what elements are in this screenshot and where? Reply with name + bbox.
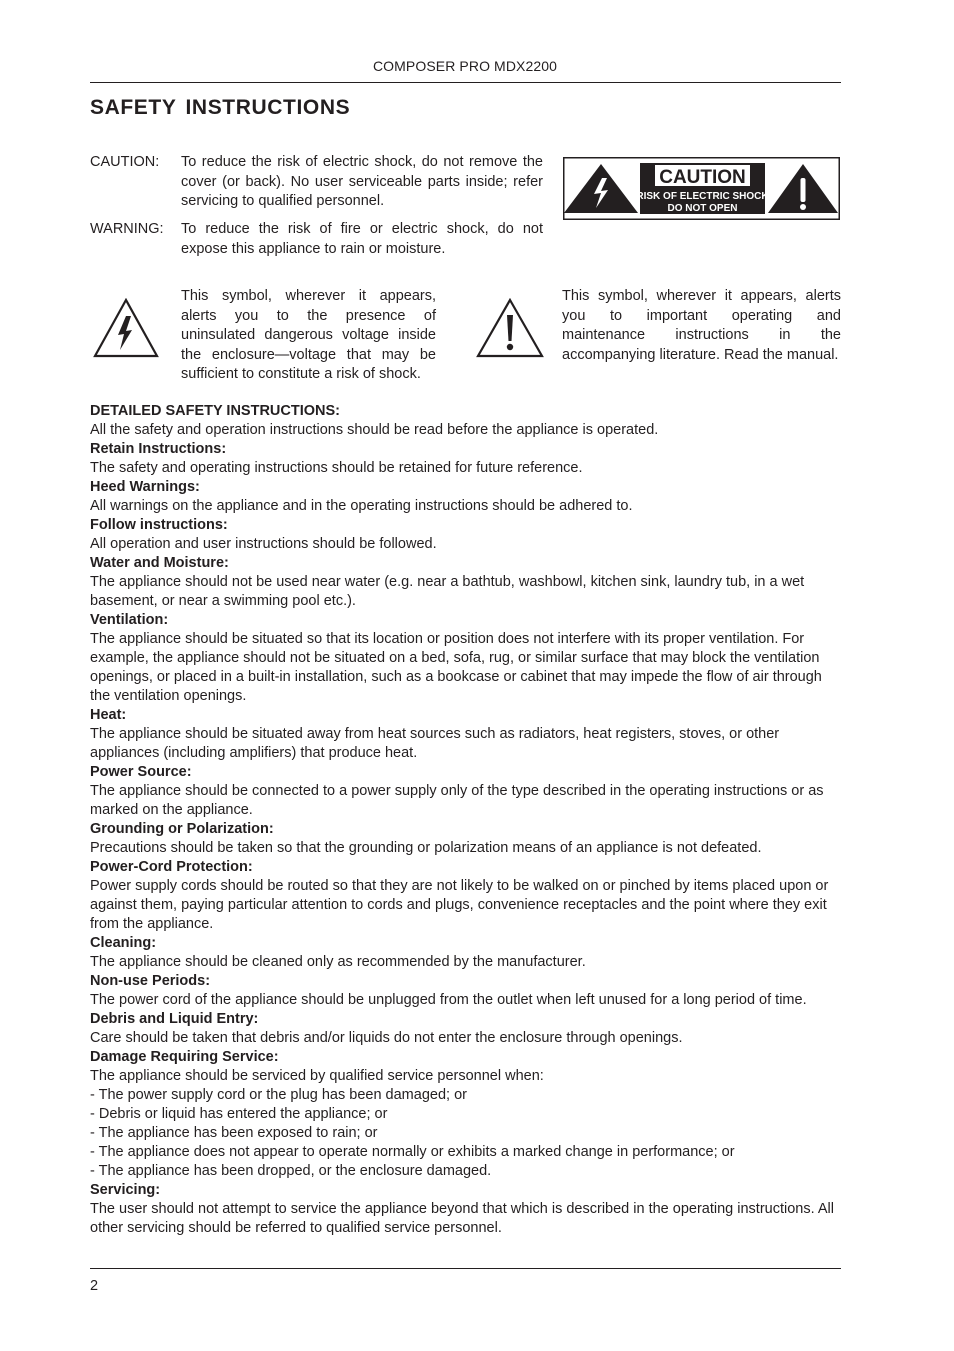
section-body bbox=[90, 630, 841, 706]
caution-notice bbox=[90, 153, 543, 212]
section-heading: Cleaning: bbox=[90, 935, 157, 951]
caution-panel-heading: CAUTION bbox=[659, 167, 746, 188]
section-heading: Retain Instructions: bbox=[90, 441, 227, 457]
detailed-instructions bbox=[90, 402, 841, 1238]
section-body bbox=[90, 1029, 841, 1048]
section-paragraph: The appliance should be connected to a power supply only of the type described in the operating instructions or as marked on the appliance. bbox=[90, 783, 824, 818]
section-heading: Power Source: bbox=[90, 764, 192, 780]
exclamation-symbol-text: This symbol, wherever it appears, alerts you to important operating and maintenance instructions in the accompanying literature. Read the manual. bbox=[562, 288, 841, 363]
section-paragraph: The appliance should be serviced by qualified service personnel when: bbox=[90, 1068, 544, 1084]
section-paragraph: All the safety and operation instructions should be read before the appliance is operated. bbox=[90, 422, 659, 438]
section-heading: Grounding or Polarization: bbox=[90, 821, 274, 837]
warning-text: To reduce the risk of fire or electric shock, do not expose this appliance to rain or moisture. bbox=[181, 221, 543, 257]
section-paragraph: The appliance should be cleaned only as recommended by the manufacturer. bbox=[90, 954, 586, 970]
section-body bbox=[90, 782, 841, 820]
section-paragraph: - Debris or liquid has entered the appliance; or bbox=[90, 1106, 388, 1122]
section-body bbox=[90, 421, 841, 440]
section-body bbox=[90, 725, 841, 763]
section-heading: Follow instructions: bbox=[90, 517, 228, 533]
section-paragraph: Care should be taken that debris and/or liquids do not enter the enclosure through openings. bbox=[90, 1030, 683, 1046]
section-heading: Power-Cord Protection: bbox=[90, 859, 253, 875]
section-heading: Ventilation: bbox=[90, 612, 169, 628]
section-heading: Heed Warnings: bbox=[90, 479, 200, 495]
lightning-bolt-triangle-icon bbox=[93, 298, 159, 358]
section-paragraph: The power cord of the appliance should be unplugged from the outlet when left unused for a long period of time. bbox=[90, 992, 807, 1008]
page-title: SAFETY INSTRUCTIONS bbox=[90, 96, 351, 119]
section-paragraph: The user should not attempt to service the appliance beyond that which is described in the operating instructions. All other servicing should be referred to qualified service personnel. bbox=[90, 1201, 834, 1236]
caution-panel-line2: DO NOT OPEN bbox=[667, 203, 738, 214]
section-heading: Heat: bbox=[90, 707, 127, 723]
section-body bbox=[90, 991, 841, 1010]
section-heading: Damage Requiring Service: bbox=[90, 1049, 279, 1065]
section-heading: Servicing: bbox=[90, 1182, 161, 1198]
lightning-symbol-text: This symbol, wherever it appears, alerts you to the presence of uninsulated dangerous voltage inside the enclosure—voltage that may be sufficient to constitute a risk of shock. bbox=[181, 288, 436, 382]
section-body bbox=[90, 839, 841, 858]
caution-label: CAUTION: bbox=[90, 154, 160, 170]
section-heading: Water and Moisture: bbox=[90, 555, 229, 571]
page-number: 2 bbox=[90, 1278, 99, 1294]
section-body bbox=[90, 535, 841, 554]
section-body bbox=[90, 953, 841, 972]
warning-notice bbox=[90, 220, 543, 259]
section-heading: Debris and Liquid Entry: bbox=[90, 1011, 259, 1027]
section-paragraph: The appliance should be situated so that its location or position does not interfere with its proper ventilation. For example, the appliance should not be situated on a bed, sofa, rug, or similar surface that may block the ventilation openings, or placed in a built-in installation, such as a bookcase or cabinet that may impede the flow of air through the ventilation openings. bbox=[90, 631, 822, 704]
section-body bbox=[90, 459, 841, 478]
section-paragraph: The appliance should be situated away from heat sources such as radiators, heat registers, stoves, or other appliances (including amplifiers) that produce heat. bbox=[90, 726, 780, 761]
footer-rule bbox=[90, 1268, 841, 1269]
header-title: COMPOSER PRO MDX2200 bbox=[372, 58, 558, 74]
exclamation-triangle-icon bbox=[476, 298, 544, 358]
section-heading: DETAILED SAFETY INSTRUCTIONS: bbox=[90, 403, 340, 419]
section-paragraph: All operation and user instructions should be followed. bbox=[90, 536, 437, 552]
section-paragraph: Power supply cords should be routed so that they are not likely to be walked on or pinched by items placed upon or against them, paying particular attention to cords and plugs, convenience receptacles and the point where they exit from the appliance. bbox=[90, 878, 829, 932]
section-body bbox=[90, 1067, 841, 1181]
section-paragraph: All warnings on the appliance and in the operating instructions should be adhered to. bbox=[90, 498, 633, 514]
section-paragraph: - The appliance has been dropped, or the enclosure damaged. bbox=[90, 1163, 492, 1179]
section-paragraph: The safety and operating instructions should be retained for future reference. bbox=[90, 460, 583, 476]
caution-panel bbox=[563, 157, 840, 220]
section-body bbox=[90, 877, 841, 934]
section-body bbox=[90, 1200, 841, 1238]
section-paragraph: Precautions should be taken so that the grounding or polarization means of an appliance is not defeated. bbox=[90, 840, 762, 856]
header-rule bbox=[90, 82, 841, 83]
section-heading: Non-use Periods: bbox=[90, 973, 211, 989]
section-body bbox=[90, 573, 841, 611]
caution-text: To reduce the risk of electric shock, do not remove the cover (or back). No user serviceable parts inside; refer servicing to qualified personnel. bbox=[181, 154, 543, 209]
section-paragraph: - The appliance has been exposed to rain; or bbox=[90, 1125, 378, 1141]
section-paragraph: - The power supply cord or the plug has been damaged; or bbox=[90, 1087, 467, 1103]
warning-label: WARNING: bbox=[90, 221, 164, 237]
caution-panel-line1: RISK OF ELECTRIC SHOCK bbox=[636, 191, 769, 202]
section-paragraph: - The appliance does not appear to operate normally or exhibits a marked change in performance; or bbox=[90, 1144, 735, 1160]
section-body bbox=[90, 497, 841, 516]
section-paragraph: The appliance should not be used near water (e.g. near a bathtub, washbowl, kitchen sink, laundry tub, in a wet basement, or near a swimming pool etc.). bbox=[90, 574, 805, 609]
